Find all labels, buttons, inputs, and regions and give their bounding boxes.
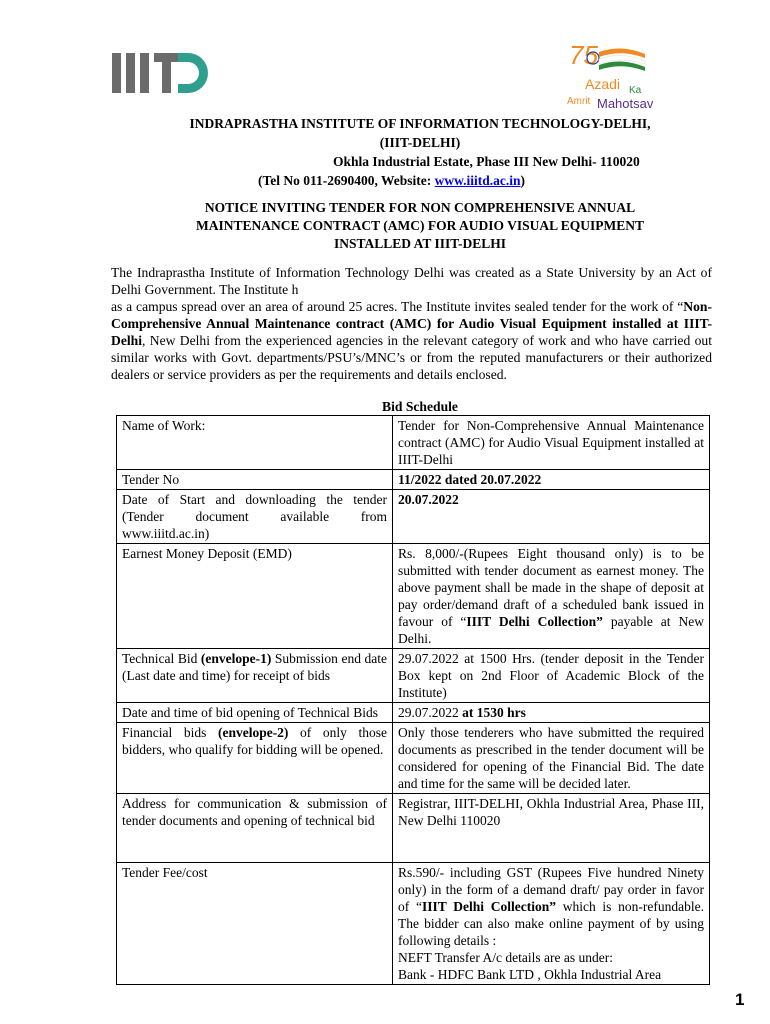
svg-text:Ka: Ka (629, 85, 642, 96)
contact-text: (Tel No 011-2690400, Website: (258, 173, 435, 188)
row-label: Address for communication & submission of tender documents and opening of technical bid (117, 794, 393, 863)
institute-contact (258, 171, 525, 190)
row-value: 29.07.2022 at 1500 Hrs. (tender deposit in the Tender Box kept on 2nd Floor of Academic Block of the Institute) (393, 649, 710, 703)
row-value: Only those tenderers who have submitted the required documents as prescribed in the tender document will be considered for opening of the Financial Bid. The date and time for the same will be decided later. (393, 723, 710, 794)
intro-paragraph (111, 264, 712, 383)
row-value: 20.07.2022 (393, 490, 710, 544)
azadi-ka-amrit-mahotsav-logo (563, 40, 681, 112)
table-row (117, 794, 710, 863)
row-value: Tender for Non-Comprehensive Annual Maintenance contract (AMC) for Audio Visual Equipment installed at IIIT-Delhi (393, 416, 710, 470)
institute-abbrev: (IIIT-DELHI) (379, 135, 461, 150)
row-value: Rs. 8,000/-(Rupees Eight thousand only) is to be submitted with tender document as earnest money. The above payment shall be made in the shape of deposit at pay order/demand draft of a scheduled bank issued in favour of “IIIT Delhi Collection” payable at New Delhi. (393, 544, 710, 649)
institute-address: Okhla Industrial Estate, Phase III New Delhi- 110020 (333, 154, 640, 169)
notice-title-line2: MAINTENANCE CONTRACT (AMC) FOR AUDIO VISUAL EQUIPMENT (195, 218, 645, 233)
row-label: Date and time of bid opening of Technical Bids (117, 703, 393, 723)
bid-schedule-title: Bid Schedule (382, 399, 458, 414)
row-value: Registrar, IIIT-DELHI, Okhla Industrial Area, Phase III, New Delhi 110020 (393, 794, 710, 863)
svg-text:Mahotsav: Mahotsav (597, 96, 654, 111)
row-label: Earnest Money Deposit (EMD) (117, 544, 393, 649)
table-row (117, 703, 710, 723)
table-row (117, 416, 710, 470)
bid-schedule-table (116, 415, 710, 985)
row-label: Financial bids (envelope-2) of only those bidders, who qualify for bidding will be opened. (117, 723, 393, 794)
logo-75-text: 75 (569, 40, 598, 70)
row-label: Name of Work: (117, 416, 393, 470)
contact-close: ) (520, 173, 526, 188)
table-row (117, 544, 710, 649)
row-label: Technical Bid (envelope-1) Submission end date (Last date and time) for receipt of bids (117, 649, 393, 703)
table-row (117, 863, 710, 985)
intro-p2: as a campus spread over an area of around 25 acres. The Institute invites sealed tender for the work of “Non-Comprehensive Annual Maintenance contract (AMC) for Audio Visual Equipment installed at IIIT-Delhi, New Delhi from the experienced agencies in the relevant category of work and who have carried out similar works with Govt. departments/PSU’s/MNC’s or from the reputed manufacturers or their authorized dealers or service providers as per the requirements and details enclosed. (111, 299, 712, 382)
table-row (117, 470, 710, 490)
notice-title-line1: NOTICE INVITING TENDER FOR NON COMPREHENSIVE ANNUAL (204, 200, 636, 215)
table-row (117, 649, 710, 703)
table-row (117, 723, 710, 794)
svg-text:Azadi: Azadi (585, 76, 621, 92)
website-link[interactable]: www.iiitd.ac.in (434, 173, 521, 188)
row-label: Tender No (117, 470, 393, 490)
row-value: 11/2022 dated 20.07.2022 (393, 470, 710, 490)
intro-p1: The Indraprastha Institute of Information Technology Delhi was created as a State University by an Act of Delhi Government. The Institute h (111, 265, 712, 297)
iiitd-logo (112, 50, 212, 96)
row-label: Date of Start and downloading the tender (Tender document available from www.iiitd.ac.in) (117, 490, 393, 544)
notice-title-line3: INSTALLED AT IIIT-DELHI (333, 236, 507, 251)
table-row (117, 490, 710, 544)
svg-text:Amrit: Amrit (567, 96, 591, 107)
page-number: 1 (735, 990, 745, 1009)
row-label: Tender Fee/cost (117, 863, 393, 985)
row-value: 29.07.2022 at 1530 hrs (393, 703, 710, 723)
institute-name: INDRAPRASTHA INSTITUTE OF INFORMATION TECHNOLOGY-DELHI, (189, 116, 651, 131)
row-value: Rs.590/- including GST (Rupees Five hundred Ninety only) in the form of a demand draft/ pay order in favor of “IIIT Delhi Collection” which is non-refundable. The bidder can also make online payment of by using following details : NEFT Transfer A/c details are as under: Bank - HDFC Bank LTD , Okhla Industrial Area (393, 863, 710, 985)
